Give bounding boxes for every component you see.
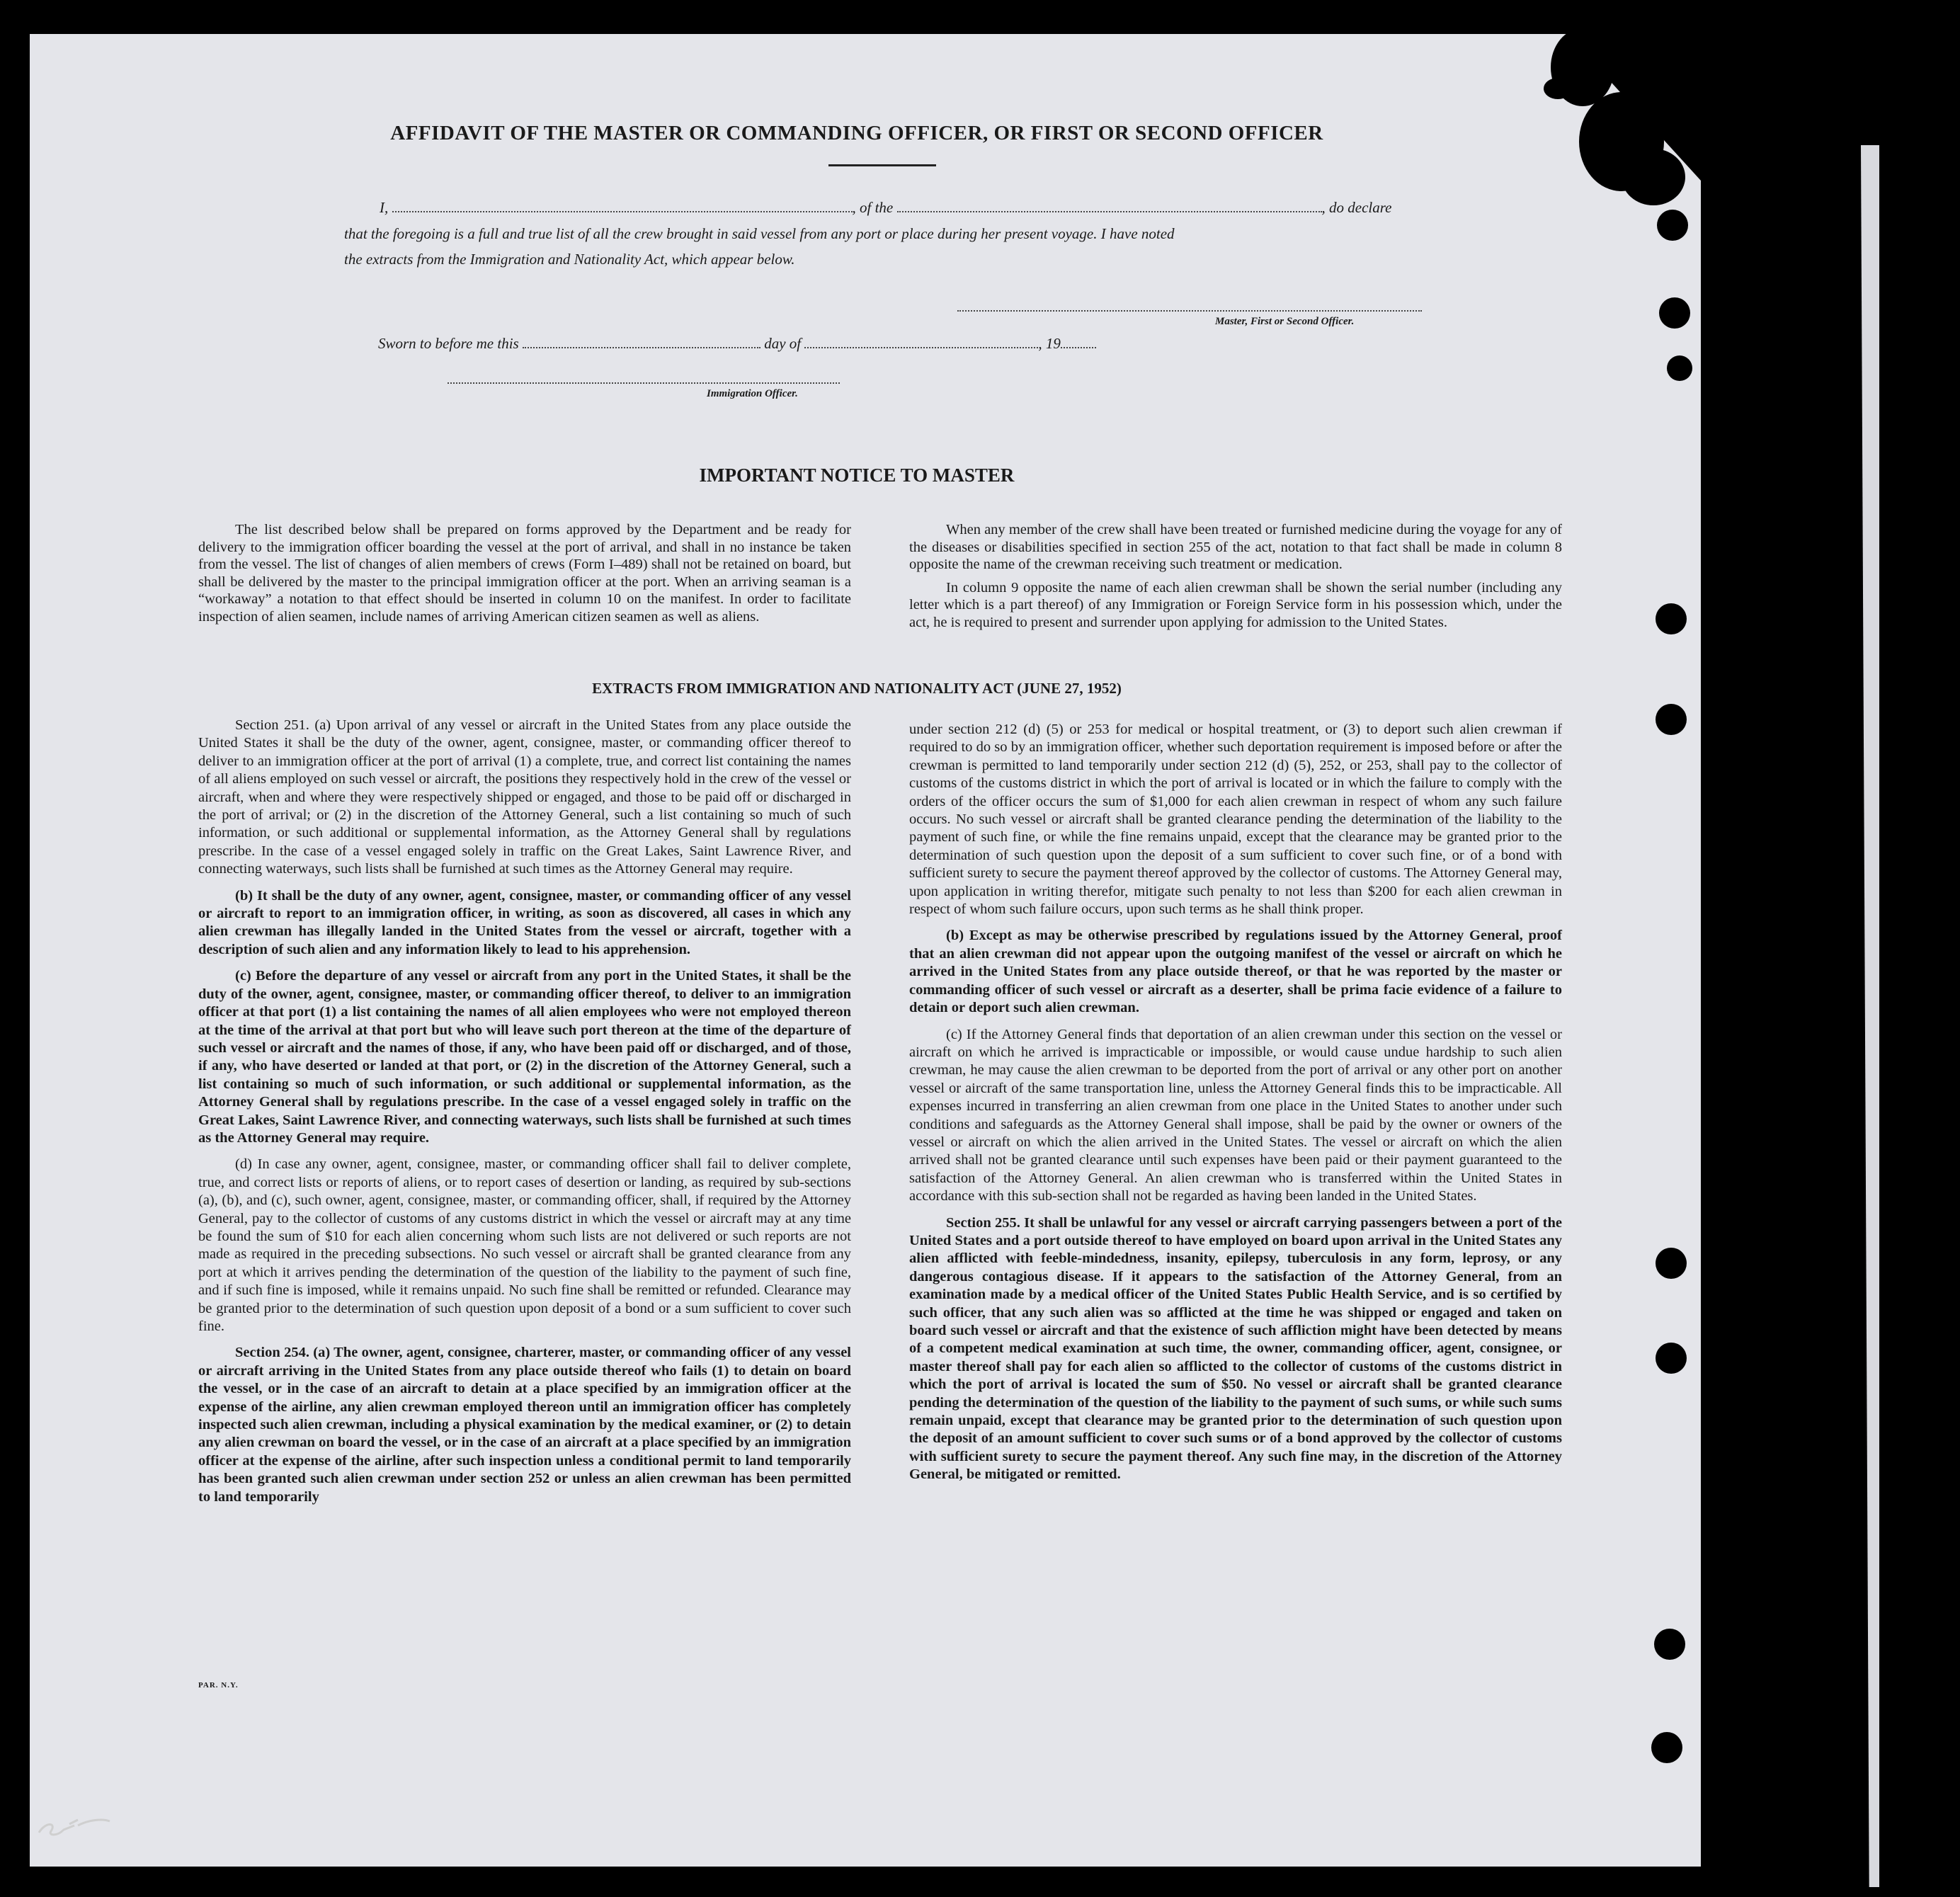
section-251b: (b) It shall be the duty of any owner, agent, consignee, master, or commanding officer of any vessel or aircraft to report to an immigration officer, in writing, as soon as discovered, all cases in which any alien crewman has illegally landed in the United States from the vessel or aircraft, together with a description of such alien and any information likely to lead to his apprehension. — [198, 887, 851, 957]
vessel-blank[interactable] — [897, 198, 1322, 212]
sworn-year-blank[interactable] — [1061, 334, 1096, 348]
master-caption: Master, First or Second Officer. — [1215, 316, 1355, 327]
statement-line-1: that the foregoing is a full and true list of all the crew brought in said vessel from any port or place during her present voyage. I have noted — [344, 225, 1175, 242]
section-255: Section 255. It shall be unlawful for any vessel or aircraft carrying passengers between a port of the United States and a port outside thereof to have employed on board upon arrival in the United States any alien afflicted with feeble-mindedness, insanity, epilepsy, tuberculosis in any form, leprosy, or any dangerous contagious disease. If it appears to the satisfaction of the Attorney General, from an examination made by a medical officer of the United States Public Health Service, and is so certified by such officer, that any such alien was so afflicted at the time he was shipped or engaged and taken on board such vessel or aircraft and that the existence of such affliction might have been detected by means of a competent medical examination at such time, the owner, commanding officer, agent, consignee, or master thereof shall pay for each alien so afflicted to the collector of customs of the customs district in which the port of arrival is located the sum of $50. No vessel or aircraft shall be granted clearance pending the determination of the question of the liability to the payment of such sums, or while such sums remain unpaid, except that clearance may be granted prior to the determination of such question upon the deposit of an amount sufficient to cover such sums or of a bond approved by the collector of customs with sufficient surety to secure the payment thereof. Any such fine may, in the discretion of the Attorney General, be mitigated or remitted. — [909, 1214, 1562, 1483]
declare-i: I, — [380, 199, 389, 216]
handwritten-mark — [35, 1813, 113, 1841]
sworn-line — [378, 334, 1096, 353]
print-code: PAR. N.Y. — [198, 1681, 239, 1690]
section-251c: (c) Before the departure of any vessel or aircraft from any port in the United States, it shall be the duty of the owner, agent, consignee, master, or commanding officer thereof, to deliver to an immigration officer at that port (1) a list containing the names of all alien employees who were not employed thereon at the time of the arrival at that port but who will leave such port thereon at the time of the departure of such vessel or aircraft and the names of those, if any, who have been paid off or discharged, and of those, if any, who have deserted or landed at that port, or (2) in the discretion of the Attorney General, such a list containing so much of such information, or such additional or supplemental information, as the Attorney General shall by regulations prescribe. In the case of a vessel engaged solely in traffic on the Great Lakes, Saint Lawrence River, and connecting waterways, such lists shall be furnished at such times as the Attorney General may require. — [198, 968, 851, 1146]
extracts-title: EXTRACTS FROM IMMIGRATION AND NATIONALITY ACT (JUNE 27, 1952) — [592, 680, 1122, 697]
notice-title: IMPORTANT NOTICE TO MASTER — [699, 465, 1015, 486]
title-rule — [828, 164, 936, 166]
section-254a: Section 254. (a) The owner, agent, consignee, charterer, master, or commanding officer of any vessel or aircraft arriving in the United States from any place outside thereof who fails (1) to detain on board the vessel, or in the case of an aircraft to detain at a place specified by an immigration officer at the expense of the airline, any alien crewman employed thereon until an immigration officer has completely inspected such alien crewman, including a physical examination by the medical examiner, or (2) to detain any alien crewman on board the vessel, or in the case of an aircraft at a place specified by an immigration officer at the expense of the airline, after such inspection unless a conditional permit to land temporarily has been granted such alien crewman under section 252 or unless an alien crewman has been permitted to land temporarily — [198, 1345, 851, 1505]
section-251a: Section 251. (a) Upon arrival of any vessel or aircraft in the United States from any place outside the United States it shall be the duty of the owner, agent, consignee, master, or commanding officer thereof to deliver to an immigration officer at the port of arrival (1) a complete, true, and correct list containing the names of all aliens employed on such vessel or aircraft, the positions they respectively hold in the crew of the vessel or aircraft, when and where they were respectively shipped or engaged, and those to be paid off or discharged in the port of arrival; or (2) in the discretion of the Attorney General, such a list containing so much of such information, or such additional or supplemental information, as the Attorney General shall by regulations prescribe. In the case of a vessel engaged solely in traffic on the Great Lakes, Saint Lawrence River, and connecting waterways, such lists shall be furnished at such times as the Attorney General may require. — [198, 717, 851, 877]
affidavit-title: AFFIDAVIT OF THE MASTER OR COMMANDING OFFICER, OR FIRST OR SECOND OFFICER — [390, 122, 1323, 144]
section-254a-continued: under section 212 (d) (5) or 253 for medical or hospital treatment, or (3) to deport such alien crewman if required to do so by an immigration officer, whether such deportation requirement is imposed before or after the crewman is permitted to land temporarily under section 212 (d) (5), 252, or 253, shall pay to the collector of customs of the customs district in which the port of arrival is located or in which the failure to comply with the orders of the officer occurs the sum of $1,000 for each alien crewman in respect of whom any such failure occurs. No such vessel or aircraft shall be granted clearance pending the determination of the liability to the payment of such fine, or while the fine remains unpaid, except that the clearance may be granted prior to the determination of such question upon the deposit of a sum sufficient to cover such fine, or of a bond with sufficient surety to secure the payment thereof approved by the collector of customs. The Attorney General may, upon application in writing therefor, mitigate such penalty to not less than $200 for each alien crewman in respect of whom such failure occurs, upon such terms as he shall think proper. — [909, 722, 1562, 918]
name-blank[interactable] — [392, 198, 853, 212]
sworn-label: Sworn to before me this — [378, 335, 519, 352]
notice-left-paragraph: The list described below shall be prepared on forms approved by the Department and be ready for delivery to the immigration officer boarding the vessel at the port of arrival, and shall in no instance be taken from the vessel. The list of changes of alien members of crews (Form I–489) shall not be retained on board, but shall be delivered by the master to the principal immigration officer at the port. When an arriving seaman is a “workaway” a notation to that effect should be inserted in column 10 on the manifest. In order to facilitate inspection of alien seamen, include names of arriving American citizen seamen as well as aliens. — [198, 522, 851, 625]
extracts-right-column — [909, 721, 1562, 1493]
notice-right-column — [909, 521, 1562, 639]
declare-of-the: , of the — [852, 199, 894, 216]
sworn-day-blank[interactable] — [523, 334, 760, 348]
declare-end: , do declare — [1321, 199, 1392, 216]
declaration-line — [380, 198, 1391, 217]
sworn-month-blank[interactable] — [804, 334, 1038, 348]
immigration-caption: Immigration Officer. — [707, 388, 798, 399]
notice-right-paragraph-2: In column 9 opposite the name of each alien crewman shall be shown the serial number (including any letter which is a part thereof) of any Immigration or Foreign Service form in his possession which, under the act, he is required to present and surrender upon applying for admission to the United States. — [909, 579, 1562, 630]
master-signature-line[interactable] — [957, 310, 1422, 312]
section-251d: (d) In case any owner, agent, consignee, master, or commanding officer shall fail to deliver complete, true, and correct lists or reports of aliens, or to report cases of desertion or landing, as required by sub-sections (a), (b), and (c), such owner, agent, consignee, master, or commanding officer, shall, if required by the Attorney General, pay to the collector of customs of any customs district in which the vessel or aircraft may at any time be found the sum of $10 for each alien concerning whom such lists are not delivered or such reports are not made as required in the preceding subsections. No such vessel or aircraft shall be granted clearance from any port at which it arrives pending the determination of the question of the liability to the payment of such fine, and if such fine is imposed, while it remains unpaid. No such fine shall be remitted or refunded. Clearance may be granted prior to the determination of such question upon deposit of a bond or a sum sufficient to cover such fine. — [198, 1156, 851, 1334]
day-of-label: day of — [764, 335, 802, 352]
section-254b: (b) Except as may be otherwise prescribed by regulations issued by the Attorney General, proof that an alien crewman did not appear upon the outgoing manifest of the vessel or aircraft on which he arrived in the United States from any place outside thereof, or that he was reported by the master or commanding officer of such vessel or aircraft as a deserter, shall be prima facie evidence of a failure to detain or deport such alien crewman. — [909, 928, 1562, 1016]
notice-left-column — [198, 521, 851, 634]
notice-right-paragraph-1: When any member of the crew shall have been treated or furnished medicine during the voyage for any of the diseases or disabilities specified in section 255 of the act, notation to that fact shall be made in column 8 opposite the name of the crewman receiving such treatment or medication. — [909, 522, 1562, 572]
year-label: , 19 — [1038, 335, 1061, 352]
section-254c: (c) If the Attorney General finds that deportation of an alien crewman under this section on the vessel or aircraft on which he arrived is impracticable or impossible, or would cause undue hardship to such alien crewman, he may cause the alien crewman to be deported from the port of arrival or any other port on another vessel or aircraft of the same transportation line, unless the Attorney General finds this to be impracticable. All expenses incurred in transferring an alien crewman from one place in the United States to another under such conditions and safeguards as the Attorney General shall impose, shall be paid by the owner or owners of the vessel or aircraft on which the alien arrived in the United States. The vessel or aircraft on which the alien arrived shall not be granted clearance until such expenses have been paid or their payment guaranteed to the satisfaction of the Attorney General. An alien crewman who is transferred within the United States in accordance with this sub-section shall not be regarded as having been landed in the United States. — [909, 1026, 1562, 1204]
extracts-left-column — [198, 717, 851, 1515]
immigration-signature-line[interactable] — [448, 382, 840, 384]
statement-line-2: the extracts from the Immigration and Nationality Act, which appear below. — [344, 251, 795, 268]
